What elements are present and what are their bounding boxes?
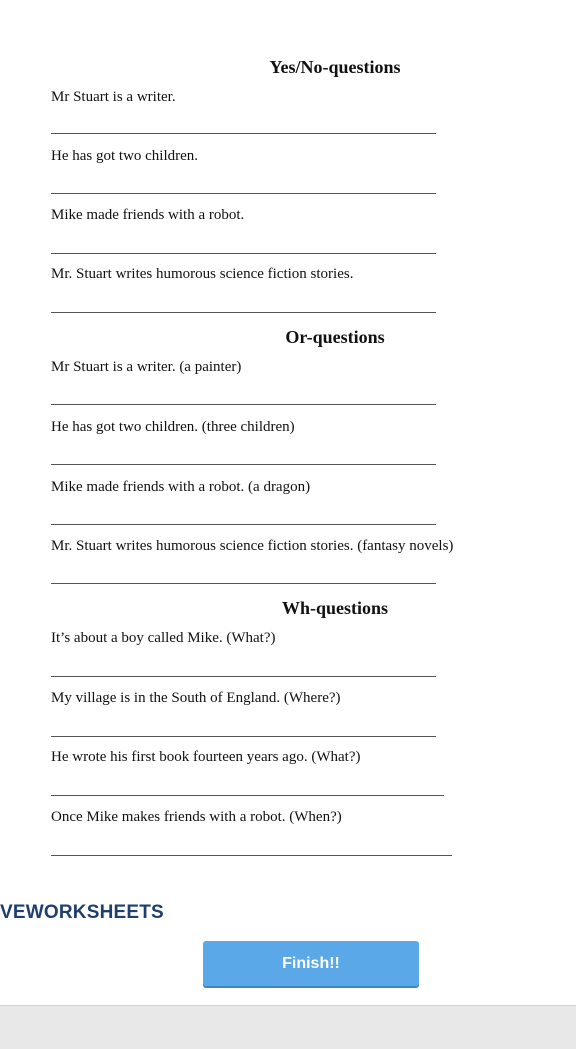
section-title-or: Or-questions <box>285 327 385 347</box>
question-text: He has got two children. (three children) <box>51 419 295 435</box>
answer-line[interactable] <box>51 193 436 194</box>
answer-line[interactable] <box>51 253 436 254</box>
answer-line[interactable] <box>51 855 452 856</box>
answer-line[interactable] <box>51 312 436 313</box>
answer-line[interactable] <box>51 464 436 465</box>
answer-line[interactable] <box>51 524 436 525</box>
question-text: Mr. Stuart writes humorous science fiction stories. (fantasy novels) <box>51 538 454 554</box>
question-text: My village is in the South of England. (Where?) <box>51 690 341 706</box>
answer-line[interactable] <box>51 404 436 405</box>
question-text: Once Mike makes friends with a robot. (When?) <box>51 809 342 825</box>
footer-bar <box>0 1005 576 1049</box>
question-text: He has got two children. <box>51 148 199 164</box>
question-text: He wrote his first book fourteen years ago. (What?) <box>51 749 361 765</box>
answer-line[interactable] <box>51 583 436 584</box>
finish-button[interactable]: Finish!! <box>203 941 419 986</box>
answer-line[interactable] <box>51 736 436 737</box>
section-title-wh: Wh-questions <box>281 598 389 618</box>
question-text: Mr Stuart is a writer. (a painter) <box>51 359 242 375</box>
answer-line[interactable] <box>51 795 444 796</box>
question-text: Mr Stuart is a writer. <box>51 89 176 105</box>
question-text: Mike made friends with a robot. (a dragon) <box>51 479 311 495</box>
answer-line[interactable] <box>51 676 436 677</box>
answer-line[interactable] <box>51 133 436 134</box>
question-text: It’s about a boy called Mike. (What?) <box>51 630 276 646</box>
question-text: Mike made friends with a robot. <box>51 207 245 223</box>
brand-logo-text: VEWORKSHEETS <box>0 902 164 923</box>
section-title-yes-no: Yes/No-questions <box>269 57 401 77</box>
question-text: Mr. Stuart writes humorous science fiction stories. <box>51 266 354 282</box>
